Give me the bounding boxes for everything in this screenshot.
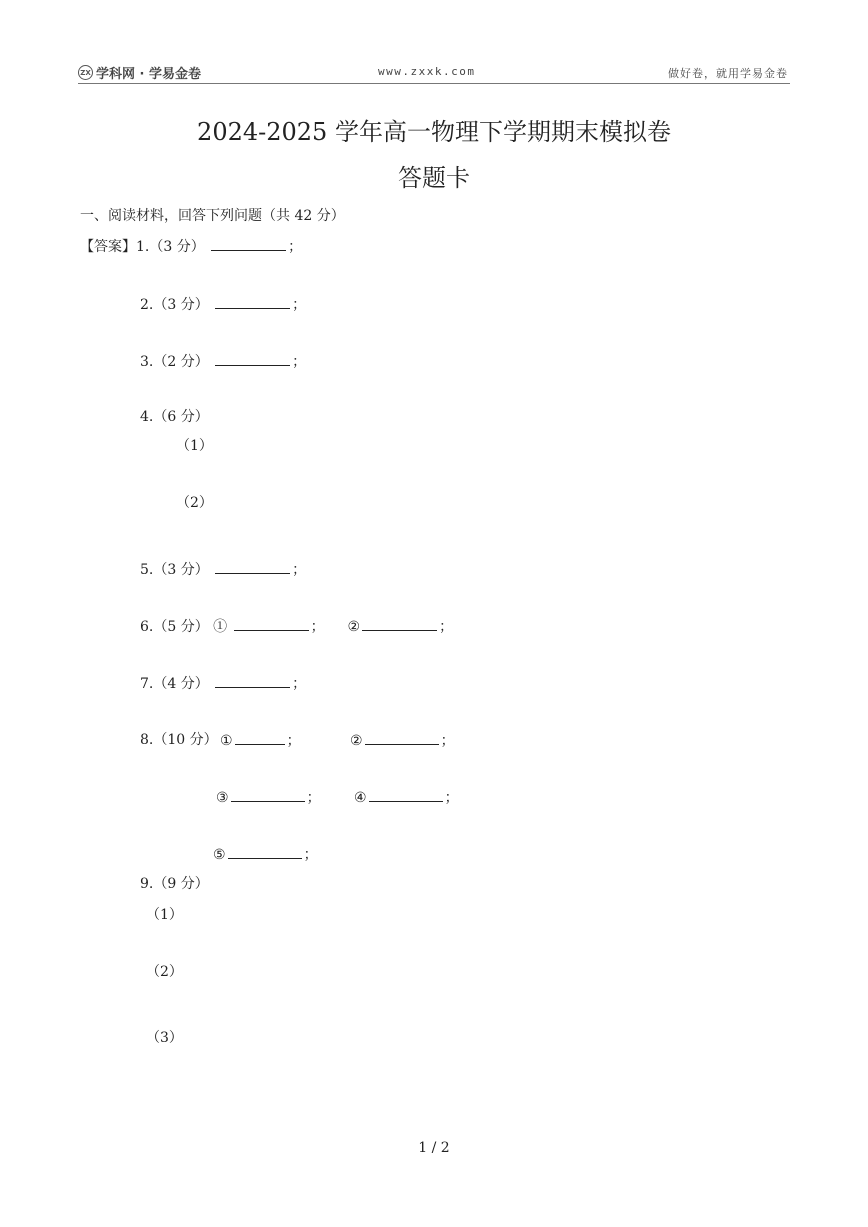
- circled-mark: ②: [350, 733, 363, 749]
- question-2: [140, 293, 306, 314]
- question-label: 7.（4 分）: [140, 676, 209, 692]
- question-9: 9.（9 分）: [140, 876, 209, 892]
- circled-mark: ①: [213, 619, 228, 635]
- answer-blank[interactable]: [231, 786, 305, 802]
- site-logo: [78, 63, 201, 82]
- question-8-item-2: [350, 729, 455, 750]
- punctuation: ；: [440, 733, 455, 749]
- question-5: [140, 558, 306, 579]
- question-label: 3.（2 分）: [140, 354, 209, 370]
- question-3: [140, 350, 306, 371]
- question-9-part-1: （1）: [146, 907, 183, 923]
- question-1: [80, 235, 302, 256]
- question-8-item-3: [216, 786, 321, 807]
- page-number: 1 / 2: [418, 1140, 450, 1156]
- question-8-item-4: [354, 786, 459, 807]
- circled-mark: ⑤: [213, 847, 226, 863]
- circled-mark: ①: [220, 733, 233, 749]
- answer-tag: 【答案】: [80, 239, 136, 255]
- answer-blank[interactable]: [235, 729, 285, 745]
- answer-blank[interactable]: [362, 615, 437, 631]
- header-slogan: 做好卷，就用学易金卷: [668, 67, 788, 80]
- answer-blank[interactable]: [234, 615, 309, 631]
- answer-blank[interactable]: [369, 786, 443, 802]
- answer-blank[interactable]: [228, 843, 302, 859]
- question-4-part-1: （1）: [176, 438, 213, 454]
- answer-blank[interactable]: [211, 235, 286, 251]
- question-8-item-1: [220, 729, 301, 750]
- punctuation: ；: [444, 790, 459, 806]
- answer-blank[interactable]: [215, 672, 290, 688]
- answer-blank[interactable]: [215, 293, 290, 309]
- circled-mark: ④: [354, 790, 367, 806]
- punctuation: ；: [288, 239, 303, 255]
- question-label: 1.（3 分）: [136, 239, 205, 255]
- punctuation: ；: [292, 562, 307, 578]
- header-url[interactable]: www.zxxk.com: [378, 65, 476, 78]
- punctuation: ；: [286, 733, 301, 749]
- page-subtitle: 答题卡: [398, 164, 470, 192]
- punctuation: ；: [303, 847, 318, 863]
- header-divider: [78, 83, 790, 84]
- question-6: [140, 615, 453, 636]
- page-title: 2024-2025 学年高一物理下学期期末模拟卷: [197, 118, 671, 146]
- punctuation: ；: [439, 619, 454, 635]
- question-9-part-3: （3）: [146, 1030, 183, 1046]
- question-7: [140, 672, 306, 693]
- question-9-part-2: （2）: [146, 964, 183, 980]
- question-4-part-2: （2）: [176, 495, 213, 511]
- punctuation: ；: [292, 354, 307, 370]
- question-label: 2.（3 分）: [140, 297, 209, 313]
- answer-blank[interactable]: [365, 729, 439, 745]
- answer-blank[interactable]: [215, 350, 290, 366]
- question-label: 5.（3 分）: [140, 562, 209, 578]
- section-heading: 一、阅读材料，回答下列问题（共 42 分）: [80, 208, 345, 224]
- punctuation: ；: [310, 619, 325, 635]
- question-label: 6.（5 分）: [140, 619, 209, 635]
- question-8-item-5: [213, 843, 318, 864]
- logo-text: 学科网 · 学易金卷: [96, 67, 201, 82]
- question-4: 4.（6 分）: [140, 409, 209, 425]
- punctuation: ；: [306, 790, 321, 806]
- circled-mark: ③: [216, 790, 229, 806]
- logo-mark-icon: ZX: [78, 65, 93, 80]
- question-8-label: 8.（10 分）: [140, 732, 218, 748]
- punctuation: ；: [292, 676, 307, 692]
- circled-mark: ②: [347, 619, 361, 635]
- answer-blank[interactable]: [215, 558, 290, 574]
- punctuation: ；: [292, 297, 307, 313]
